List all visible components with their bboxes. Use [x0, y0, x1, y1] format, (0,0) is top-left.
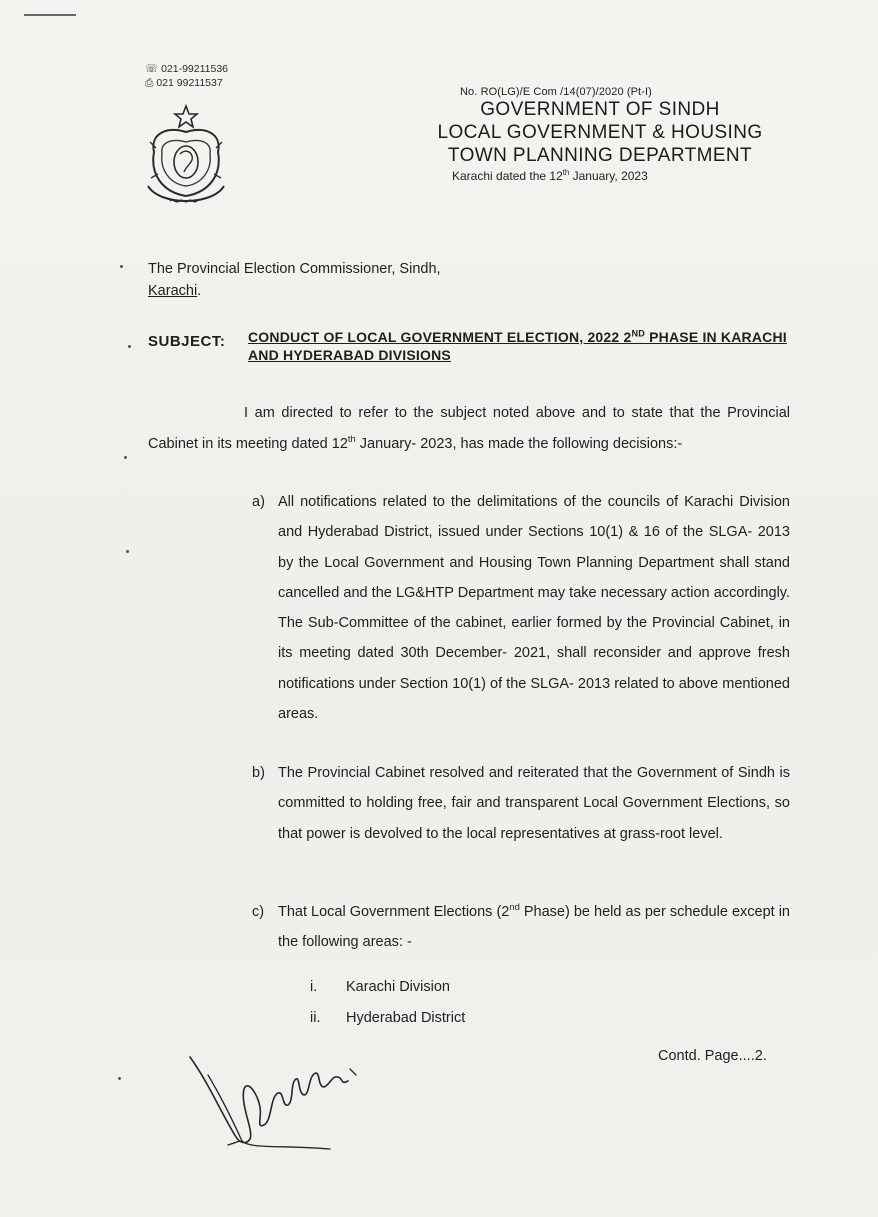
department-name-line2: TOWN PLANNING DEPARTMENT: [447, 145, 753, 166]
decision-marker: a): [252, 494, 265, 510]
letterhead: [420, 86, 780, 183]
fax-row: [145, 76, 228, 90]
decision-item-b: [252, 758, 790, 849]
handwritten-signature-icon: [180, 1045, 370, 1155]
letter-date: Karachi dated the 12th January, 2023: [452, 168, 648, 183]
phone-row: [145, 62, 228, 76]
addressee: [148, 258, 441, 302]
government-name: GOVERNMENT OF SINDH: [480, 99, 720, 120]
sindh-government-emblem-icon: [140, 104, 232, 214]
decision-text: The Provincial Cabinet resolved and reiterated that the Government of Sindh is committed to holding free, fair and transparent Local Government Elections, so that power is devolved to the local representatives at grass-root level.: [278, 765, 790, 842]
reference-number: No. RO(LG)/E Com /14(07)/2020 (Pt-I): [460, 86, 652, 98]
continuation-note: Contd. Page....2.: [658, 1048, 767, 1064]
area-item-karachi: [310, 977, 450, 997]
decision-text: All notifications related to the delimitations of the councils of Karachi Division and Hyderabad District, issued under Sections 10(1) & 16 of the SLGA- 2013 by the Local Government and Housing Town Planning Department shall stand cancelled and the LG&HTP Department may take necessary action accordingly. The Sub-Committee of the cabinet, earlier formed by the Provincial Cabinet, in its meeting dated 30th December- 2021, shall reconsider and approve fresh notifications under Section 10(1) of the SLGA- 2013 related to above mentioned areas.: [278, 494, 790, 723]
fax-number: 021 99211537: [156, 77, 223, 89]
decision-marker: b): [252, 765, 265, 781]
scan-mark: [24, 14, 76, 16]
area-number: ii.: [310, 1010, 321, 1026]
area-number: i.: [310, 979, 318, 995]
phone-number: 021-99211536: [161, 63, 229, 75]
area-item-hyderabad: [310, 1008, 466, 1028]
decision-marker: c): [252, 904, 265, 920]
contact-block: [145, 62, 228, 90]
subject-label: SUBJECT:: [148, 333, 226, 350]
intro-paragraph: I am directed to refer to the subject noted above and to state that the Provincial Cabinet in its meeting dated 12th January- 2023, has made the following decisions:-: [148, 405, 790, 452]
decision-item-c: [252, 897, 790, 958]
scan-speck: [128, 345, 131, 348]
scan-speck: [124, 456, 127, 459]
decision-item-a: [252, 487, 790, 729]
area-label: Karachi Division: [346, 979, 450, 995]
telephone-icon: ☏: [145, 63, 159, 75]
scan-speck: [126, 550, 129, 553]
addressee-city: Karachi: [148, 283, 198, 299]
scan-speck: [120, 265, 123, 268]
addressee-title: The Provincial Election Commissioner, Sindh,: [148, 261, 441, 277]
area-label: Hyderabad District: [346, 1010, 466, 1026]
decision-text: That Local Government Elections (2nd Phase) be held as per schedule except in the following areas: -: [278, 901, 790, 951]
subject-text: CONDUCT OF LOCAL GOVERNMENT ELECTION, 2022 2ND PHASE IN KARACHI AND HYDERABAD DIVISIONS: [248, 328, 787, 363]
department-name-line1: LOCAL GOVERNMENT & HOUSING: [437, 122, 763, 143]
fax-icon: ⎙: [145, 77, 154, 89]
scan-speck: [118, 1077, 121, 1080]
addressee-city-line: Karachi.: [148, 283, 202, 299]
